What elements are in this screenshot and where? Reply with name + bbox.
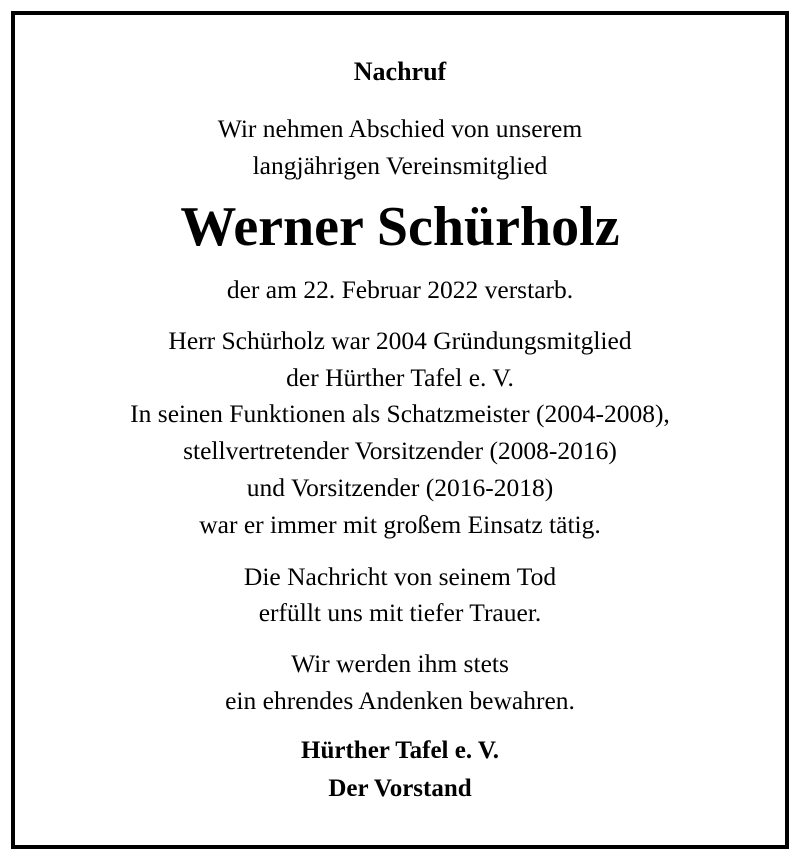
biography-line-6: war er immer mit großem Einsatz tätig. (199, 510, 601, 539)
signature-board: Der Vorstand (328, 775, 472, 802)
biography-line-4: stellvertretender Vorsitzender (2008-2016) (183, 436, 617, 465)
biography-line-3: In seinen Funktionen als Schatzmeister (2004-2008), (130, 399, 670, 428)
biography-line-5: und Vorsitzender (2016-2018) (246, 473, 554, 502)
intro-line-2: langjährigen Vereinsmitglied (252, 151, 548, 180)
biography-line-2: der Hürther Tafel e. V. (286, 363, 514, 392)
remembrance-line-2: ein ehrendes Andenken bewahren. (225, 686, 575, 715)
intro-line-1: Wir nehmen Abschied von unserem (217, 114, 583, 143)
deceased-name: Werner Schürholz (180, 196, 620, 258)
signature-organization: Hürther Tafel e. V. (301, 737, 499, 764)
grief-line-1: Die Nachricht von seinem Tod (243, 562, 557, 591)
death-date-line: der am 22. Februar 2022 verstarb. (226, 275, 574, 304)
notice-heading: Nachruf (353, 57, 447, 86)
grief-line-2: erfüllt uns mit tiefer Trauer. (258, 598, 542, 627)
remembrance-line-1: Wir werden ihm stets (291, 649, 509, 678)
biography-line-1: Herr Schürholz war 2004 Gründungsmitglied (168, 326, 632, 355)
